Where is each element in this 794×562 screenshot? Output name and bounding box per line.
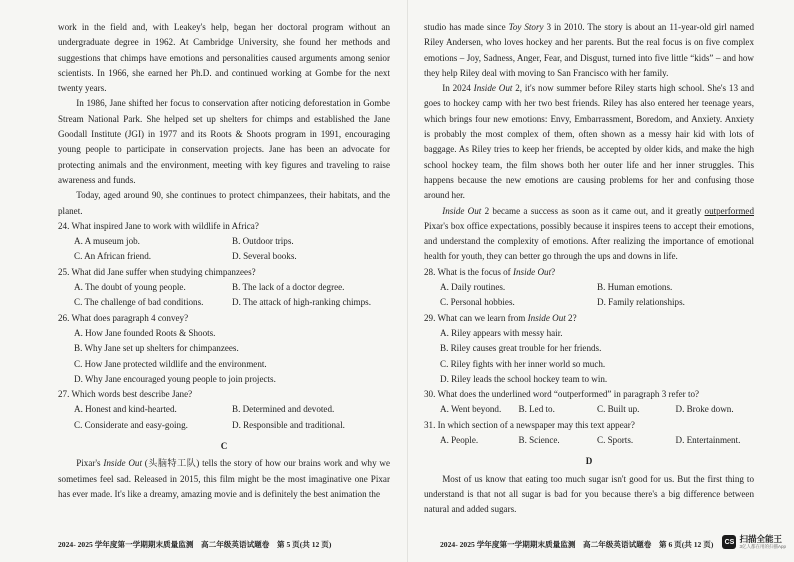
- question-30: [424, 387, 754, 418]
- page-gutter: [407, 0, 408, 562]
- right-page: [424, 0, 754, 562]
- left-page: [58, 0, 390, 562]
- question-24: [58, 219, 390, 265]
- option-b: B. Outdoor trips.: [232, 236, 294, 247]
- option-a: A. Daily routines.: [440, 282, 506, 293]
- question-31-options: [424, 433, 754, 448]
- left-paragraph-3: Today, aged around 90, she continues to protect chimpanzees, their habitats, and the planet.: [58, 190, 390, 216]
- left-paragraph-1: work in the field and, with Leakey's help, began her doctoral program without an undergraduate degree in 1962. At Cambridge University, she found her methods and suggestions that chimps have emotions and personalities caused arguments among senior scientists. In 1966, she earned her Ph.D. and continued working at Gombe for the next twenty years.: [58, 22, 390, 94]
- section-d-paragraph-1: Most of us know that eating too much sugar isn't good for us. But the first thing to understand is that not all sugar is bad for you because there's a big difference between natural and added sugars.: [424, 473, 754, 515]
- option-a: A. Honest and kind-hearted.: [74, 404, 177, 415]
- question-29-options: [424, 326, 754, 387]
- option-c: C. Sports.: [597, 435, 634, 446]
- question-28-options: [424, 280, 754, 311]
- question-26-stem: 26. What does paragraph 4 convey?: [58, 312, 189, 323]
- option-a: A. People.: [440, 435, 479, 446]
- option-d: D. Broke down.: [675, 404, 734, 415]
- question-31-stem: 31. In which section of a newspaper may this text appear?: [424, 419, 635, 430]
- option-d: D. Why Jane encouraged young people to join projects.: [74, 373, 276, 384]
- watermark-tagline: 3亿人都在用的扫描App: [739, 544, 786, 549]
- underlined-word: outperformed: [704, 205, 755, 216]
- question-30-options: [424, 402, 754, 417]
- option-c: C. The challenge of bad conditions.: [74, 297, 204, 308]
- left-paragraph-2: In 1986, Jane shifted her focus to conservation after noticing deforestation in Gombe Stream National Park. She helped set up shelters for chimps and established the Jane Goodall Institute (JGI) in 1977 and its Roots & Shoots program in 1991, encouraging young people to participate in conservation projects. Jane has been an advocate for protecting animals and the environment, meeting with key figures and traveling to raise awareness and funds.: [58, 98, 390, 185]
- section-d-heading: D: [585, 456, 593, 467]
- option-b: B. Led to.: [518, 404, 555, 415]
- question-25: [58, 265, 390, 311]
- watermark-app-name: 扫描全能王: [739, 534, 782, 544]
- option-a: A. Riley appears with messy hair.: [440, 327, 563, 338]
- scanner-watermark: [722, 534, 786, 550]
- right-paragraph-1: studio has made since Toy Story 3 in 2010. The story is about an 11-year-old girl named Riley Andersen, who loves hockey and her parents. But the real focus is on five complex emotions – Joy, Sadness, Anger, Fear, and Disgust, turned into five little “kids” – and how they help Riley deal with moving to San Francisco with her family.: [424, 22, 755, 78]
- right-paragraph-2: In 2024 Inside Out 2, it's now summer before Riley starts high school. She's 13 and goes to hockey camp with her two best friends. Riley has also entered her teenage years, which brings four new emotions: Envy, Embarrassment, Boredom, and Anxiety. Anxiety is probably the most complex of them, often shown as a messy hair kid with lots of baggage. As Riley tries to keep her friends, be accepted by older kids, and make the high school hockey team, the film shows both her outer life and her inner struggles. This happens because the new emotions are causing problems for her and confusing those around her.: [424, 83, 755, 201]
- question-29-stem: 29. What can we learn from Inside Out 2?: [424, 312, 577, 323]
- option-c: C. An African friend.: [74, 251, 152, 262]
- question-26-options: [58, 326, 390, 387]
- question-27-stem: 27. Which words best describe Jane?: [58, 389, 193, 400]
- question-29: [424, 311, 754, 387]
- option-c: C. How Jane protected wildlife and the environment.: [74, 358, 267, 369]
- question-24-options: [58, 234, 390, 265]
- option-b: B. Riley causes great trouble for her friends.: [440, 343, 602, 354]
- option-d: D. The attack of high-ranking chimps.: [232, 297, 371, 308]
- option-a: A. How Jane founded Roots & Shoots.: [74, 327, 216, 338]
- question-27: [58, 387, 390, 433]
- option-d: D. Several books.: [232, 251, 297, 262]
- option-c: C. Personal hobbies.: [440, 297, 515, 308]
- option-c: C. Built up.: [597, 404, 640, 415]
- question-25-options: [58, 280, 390, 311]
- option-d: D. Entertainment.: [675, 435, 741, 446]
- option-d: D. Family relationships.: [597, 297, 685, 308]
- option-c: C. Riley fights with her inner world so much.: [440, 358, 606, 369]
- option-a: A. A museum job.: [74, 236, 140, 247]
- question-27-options: [58, 402, 390, 433]
- right-paragraph-3: Inside Out 2 became a success as soon as it came out, and it greatly outperformed Pixar's box office expectations, possibly because it inspires teens to accept their emotions, and understand the complexity of emotions. After realizing the importance of emotional health for youth, they can better go through the ups and downs in life.: [424, 205, 755, 262]
- option-b: B. The lack of a doctor degree.: [232, 282, 345, 293]
- question-28: [424, 265, 754, 311]
- option-d: D. Responsible and traditional.: [232, 419, 345, 430]
- question-31: [424, 418, 754, 449]
- option-a: A. Went beyond.: [440, 404, 502, 415]
- option-b: B. Science.: [518, 435, 560, 446]
- right-page-footer: 2024- 2025 学年度第一学期期末质量监测 高二年级英语试题卷 第 6 页(共 12 页): [440, 540, 714, 549]
- option-a: A. The doubt of young people.: [74, 282, 186, 293]
- left-page-footer: 2024- 2025 学年度第一学期期末质量监测 高二年级英语试题卷 第 5 页(共 12 页): [58, 540, 332, 549]
- camscanner-icon: CS: [722, 535, 736, 549]
- question-30-stem: 30. What does the underlined word “outperformed” in paragraph 3 refer to?: [424, 389, 700, 400]
- option-d: D. Riley leads the school hockey team to win.: [440, 373, 608, 384]
- question-25-stem: 25. What did Jane suffer when studying chimpanzees?: [58, 266, 256, 277]
- question-26: [58, 311, 390, 387]
- option-b: B. Human emotions.: [597, 282, 673, 293]
- question-24-stem: 24. What inspired Jane to work with wildlife in Africa?: [58, 220, 259, 231]
- option-b: B. Determined and devoted.: [232, 404, 335, 415]
- option-c: C. Considerate and easy-going.: [74, 419, 188, 430]
- section-c-paragraph-1: Pixar's Inside Out (头脑特工队) tells the story of how our brains work and why we sometimes feel sad. Released in 2015, this film might be the most imaginative one Pixar has ever made. It's like a dreamy, amazing movie and is definitely the best animation the: [58, 458, 390, 499]
- option-b: B. Why Jane set up shelters for chimpanzees.: [74, 343, 239, 354]
- question-28-stem: 28. What is the focus of Inside Out?: [424, 266, 556, 277]
- section-c-heading: C: [220, 441, 228, 452]
